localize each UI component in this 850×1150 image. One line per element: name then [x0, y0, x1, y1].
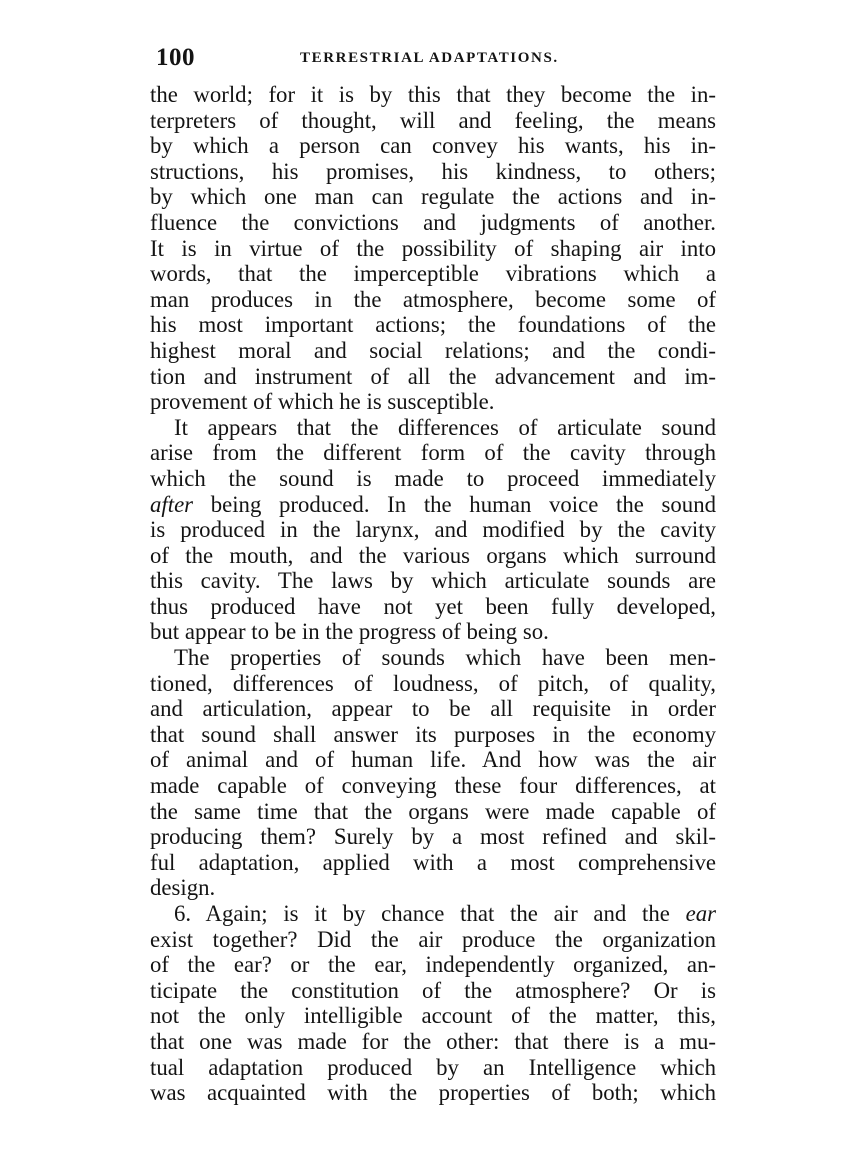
text-line: ticipate the constitution of the atmosphere? Or is	[150, 977, 716, 1003]
text-line: fluence the convictions and judgments of another.	[150, 209, 716, 235]
italic-word: after	[150, 491, 194, 517]
text-line: of the mouth, and the various organs which surround	[150, 542, 716, 568]
text-line: provement of which he is susceptible.	[150, 389, 495, 415]
italic-word: ear	[685, 901, 716, 926]
text-line: It appears that the differences of articulate sound	[174, 414, 716, 440]
running-head: TERRESTRIAL ADAPTATIONS.	[300, 50, 559, 66]
text-line: words, that the imperceptible vibrations which a	[150, 261, 716, 287]
text-line: is produced in the larynx, and modified by the cavity	[150, 517, 716, 543]
page-number: 100	[156, 44, 195, 71]
text-line: by which a person can convey his wants, his in-	[150, 133, 716, 159]
text-line: his most important actions; the foundations of the	[150, 312, 716, 338]
text-line: tual adaptation produced by an Intelligence which	[150, 1054, 716, 1080]
text-line: that sound shall answer its purposes in the economy	[150, 721, 716, 747]
text-line: exist together? Did the air produce the organization	[150, 926, 716, 952]
text-line: was acquainted with the properties of both; which	[150, 1080, 716, 1106]
text-line: structions, his promises, his kindness, to others;	[150, 158, 716, 184]
text-line: highest moral and social relations; and the condi-	[150, 337, 716, 363]
text-line: and articulation, appear to be all requisite in order	[150, 696, 716, 722]
text-line: It is in virtue of the possibility of shaping air into	[150, 235, 716, 261]
text-line: this cavity. The laws by which articulate sounds are	[150, 568, 716, 594]
page-header	[150, 44, 716, 78]
text-line: after being produced. In the human voice the sound	[150, 491, 716, 517]
text-line: thus produced have not yet been fully developed,	[150, 593, 716, 619]
text-line: the same time that the organs were made capable of	[150, 798, 716, 824]
text-line: made capable of conveying these four differences, at	[150, 773, 716, 799]
text-line: design.	[150, 875, 216, 901]
text-line: arise from the different form of the cavity through	[150, 440, 716, 466]
text-line: tion and instrument of all the advancement and im-	[150, 363, 716, 389]
text-line: of the ear? or the ear, independently organized, an-	[150, 952, 716, 978]
text-line: of animal and of human life. And how was the air	[150, 747, 716, 773]
text-line: that one was made for the other: that there is a mu-	[150, 1028, 716, 1054]
text-line: by which one man can regulate the actions and in-	[150, 184, 716, 210]
text-line: terpreters of thought, will and feeling, the means	[150, 107, 716, 133]
text-line: not the only intelligible account of the matter, this,	[150, 1003, 716, 1029]
text-line: 6. Again; is it by chance that the air and the ear	[174, 901, 716, 926]
text-line: which the sound is made to proceed immediately	[150, 465, 716, 491]
text-line: the world; for it is by this that they become the in-	[150, 82, 716, 107]
body-text	[150, 82, 716, 1106]
text-line: The properties of sounds which have been men-	[174, 645, 716, 671]
text-line: ful adaptation, applied with a most comprehensive	[150, 849, 716, 875]
text-line: producing them? Surely by a most refined and skil-	[150, 824, 716, 850]
text-line: but appear to be in the progress of being so.	[150, 619, 549, 645]
text-line: tioned, differences of loudness, of pitch, of quality,	[150, 670, 716, 696]
text-line: man produces in the atmosphere, become some of	[150, 286, 716, 312]
